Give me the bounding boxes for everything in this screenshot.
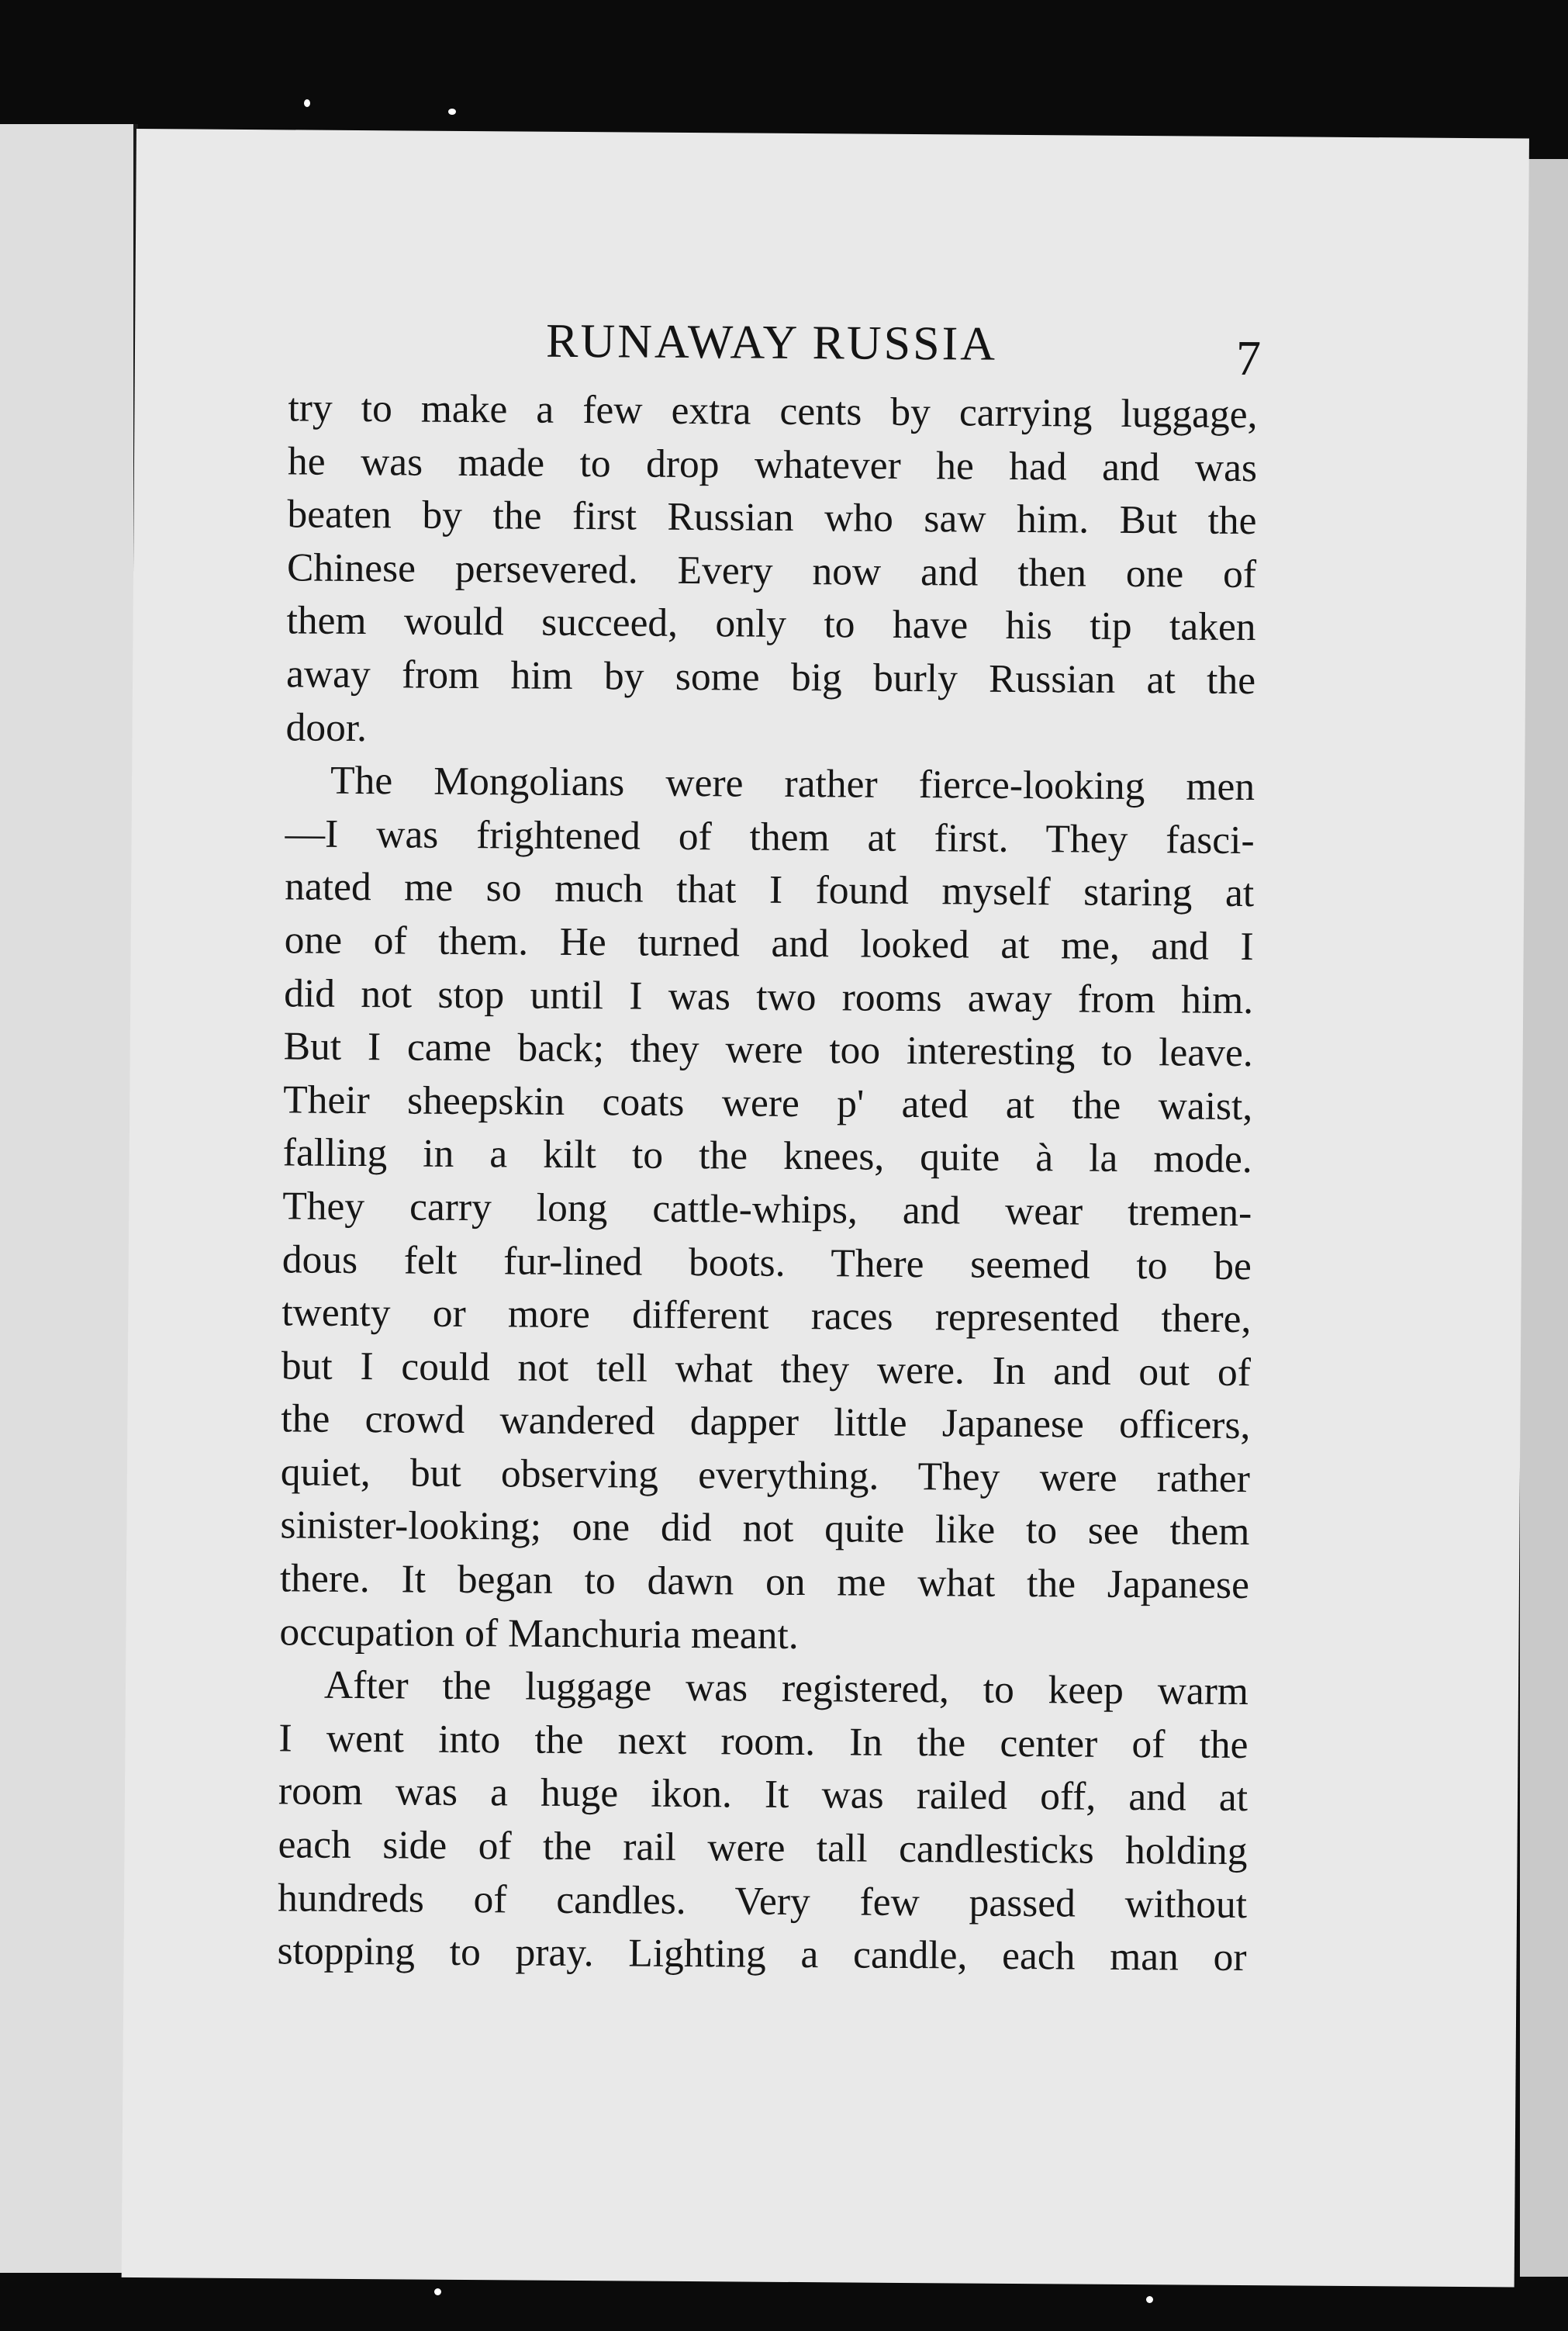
text-line: he was made to drop whatever he had and was [287,438,1258,490]
running-head: RUNAWAY RUSSIA [545,314,998,371]
text-line: dous felt fur-lined boots. There seemed to be [281,1236,1252,1288]
text-line: the crowd wandered dapper little Japanese officers, [281,1396,1251,1448]
text-line: Chinese persevered. Every now and then one of [286,545,1257,597]
text-line: did not stop until I was two rooms away from him. [284,970,1254,1022]
text-line: The Mongolians were rather fierce-looking men [330,758,1255,810]
text-line: I went into the next room. In the center of the [278,1716,1249,1767]
text-line: try to make a few extra cents by carrying luggage, [288,386,1258,437]
text-line: nated me so much that I found myself staring at [284,864,1255,916]
text-line: They carry long cattle-whips, and wear tremen- [282,1184,1252,1235]
text-line: But I came back; they were too interesting to leave. [283,1024,1253,1076]
text-line: stopping to pray. Lighting a candle, each man or [277,1928,1247,1980]
book-page [122,129,1529,2287]
text-line: each side of the rail were tall candlesticks holding [278,1822,1248,1874]
text-line: Their sheepskin coats were p' ated at the waist, [283,1077,1253,1129]
text-line: falling in a kilt to the knees, quite à la mode. [282,1130,1252,1182]
film-speck [304,99,310,107]
text-line: them would succeed, only to have his tip taken [286,598,1256,650]
page-edge-shadow [1520,159,1568,2277]
text-line: there. It began to dawn on me what the Japanese [279,1556,1250,1608]
text-line: quiet, but observing everything. They were rather [280,1450,1251,1501]
text-line: hundreds of candles. Very few passed without [277,1875,1248,1927]
text-line: occupation of Manchuria meant. [279,1609,799,1658]
text-line: door. [285,704,368,750]
film-speck [434,2288,441,2295]
text-line: room was a huge ikon. It was railed off, and at [278,1769,1249,1821]
page-header [135,311,1528,391]
text-line: beaten by the first Russian who saw him. But the [287,492,1257,544]
text-line: one of them. He turned and looked at me, and I [284,918,1254,970]
text-line: —I was frightened of them at first. They fasci- [285,811,1255,863]
body-text [277,382,1257,1984]
film-speck [1146,2296,1153,2303]
text-line: away from him by some big burly Russian at the [285,652,1256,704]
page-number: 7 [1235,330,1262,386]
text-line: sinister-looking; one did not quite like to see them [280,1503,1250,1555]
facing-page-edge [0,124,138,2273]
text-line: but I could not tell what they were. In and out of [281,1344,1252,1395]
film-speck [448,109,456,115]
text-line: twenty or more different races represented there, [281,1290,1252,1342]
text-line: After the luggage was registered, to keep warm [323,1662,1249,1714]
